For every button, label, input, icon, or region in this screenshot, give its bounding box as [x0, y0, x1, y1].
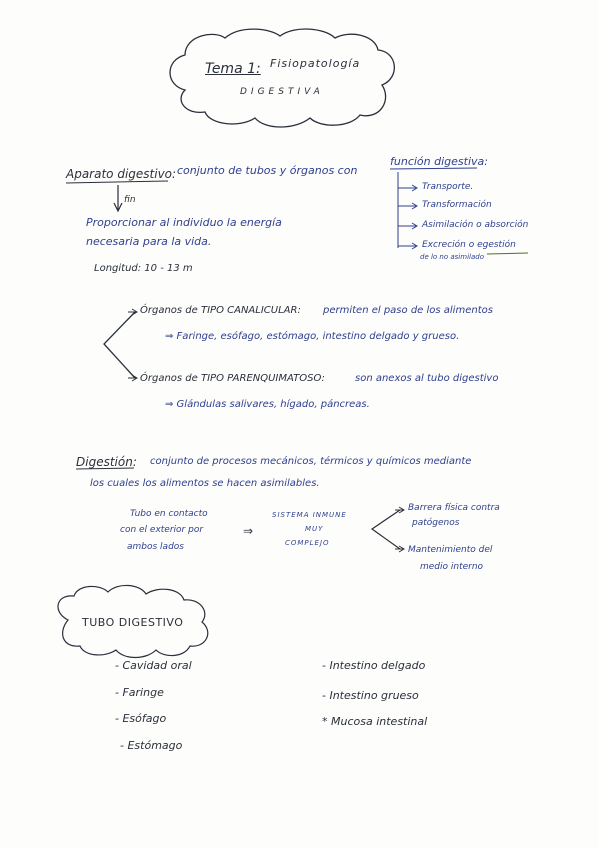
tubo-left-item-3: - Estómago: [120, 739, 183, 752]
function-item-3: Excreción o egestión: [422, 240, 516, 250]
digestion-line2: los cuales los alimentos se hacen asimilables.: [90, 478, 320, 489]
tubo-left-item-0: - Cavidad oral: [115, 659, 192, 672]
tubo-right-item-1: - Intestino grueso: [322, 689, 419, 702]
function-item-1: Transformación: [422, 200, 492, 210]
tubo-contacto-line3: ambos lados: [127, 542, 184, 552]
digestion-line1: conjunto de procesos mecánicos, térmicos y químicos mediante: [150, 456, 472, 467]
title-subject-line1: Fisiopatología: [270, 57, 361, 70]
digestion-heading: Digestión:: [76, 455, 137, 469]
tubo-heading: TUBO DIGESTIVO: [82, 616, 184, 629]
aparato-heading: Aparato digestivo:: [66, 167, 177, 181]
tubo-left-item-1: - Faringe: [115, 686, 164, 699]
tubo-right-item-0: - Intestino delgado: [322, 659, 426, 672]
mantenimiento-line1: Mantenimiento del: [408, 545, 493, 555]
functions-note: de lo no asimilado: [420, 253, 484, 261]
sistema-line3: COMPLEJO: [285, 539, 330, 547]
tubo-contacto-line1: Tubo en contacto: [130, 509, 208, 519]
sistema-brace: [372, 510, 400, 549]
barrera-line1: Barrera física contra: [408, 503, 500, 513]
longitud: Longitud: 10 - 13 m: [94, 263, 193, 274]
fin-arrow: [114, 185, 122, 211]
title-subject-line2: DIGESTIVA: [240, 87, 324, 97]
parenquimatoso-desc: son anexos al tubo digestivo: [355, 373, 499, 384]
sistema-line2: MUY: [305, 525, 324, 533]
funcion-label: función digestiva:: [390, 155, 488, 168]
tubo-left-item-2: - Esófago: [115, 712, 167, 725]
fin-label: fin: [124, 195, 136, 205]
title-tema: Tema 1:: [205, 61, 261, 77]
tubo-right-item-2: * Mucosa intestinal: [322, 715, 428, 728]
implies-arrow: ⇒: [243, 524, 254, 538]
barrera-line2: patógenos: [412, 518, 460, 528]
mantenimiento-line2: medio interno: [420, 562, 484, 572]
aparato-underline: [66, 181, 168, 183]
canalicular-label: Órganos de TIPO CANALICULAR:: [140, 305, 301, 316]
title-cloud-outline: [170, 29, 394, 127]
funcion-underline: [390, 168, 477, 169]
egestion-underline: [487, 253, 528, 254]
parenquimatoso-label: Órganos de TIPO PARENQUIMATOSO:: [140, 373, 325, 384]
purpose-line2: necesaria para la vida.: [86, 235, 212, 248]
sistema-line1: SISTEMA INMUNE: [272, 511, 347, 519]
organos-brace: [104, 312, 135, 378]
canalicular-desc: permiten el paso de los alimentos: [323, 305, 493, 316]
function-item-2: Asimilación o absorción: [422, 220, 529, 230]
purpose-line1: Proporcionar al individuo la energía: [86, 216, 282, 229]
tubo-contacto-line2: con el exterior por: [120, 525, 204, 535]
canalicular-list: ⇒ Faringe, esófago, estómago, intestino delgado y grueso.: [165, 331, 460, 342]
aparato-definition: conjunto de tubos y órganos con: [177, 164, 358, 177]
function-item-0: Transporte.: [422, 182, 474, 192]
parenquimatoso-list: ⇒ Glándulas salivares, hígado, páncreas.: [165, 399, 370, 410]
